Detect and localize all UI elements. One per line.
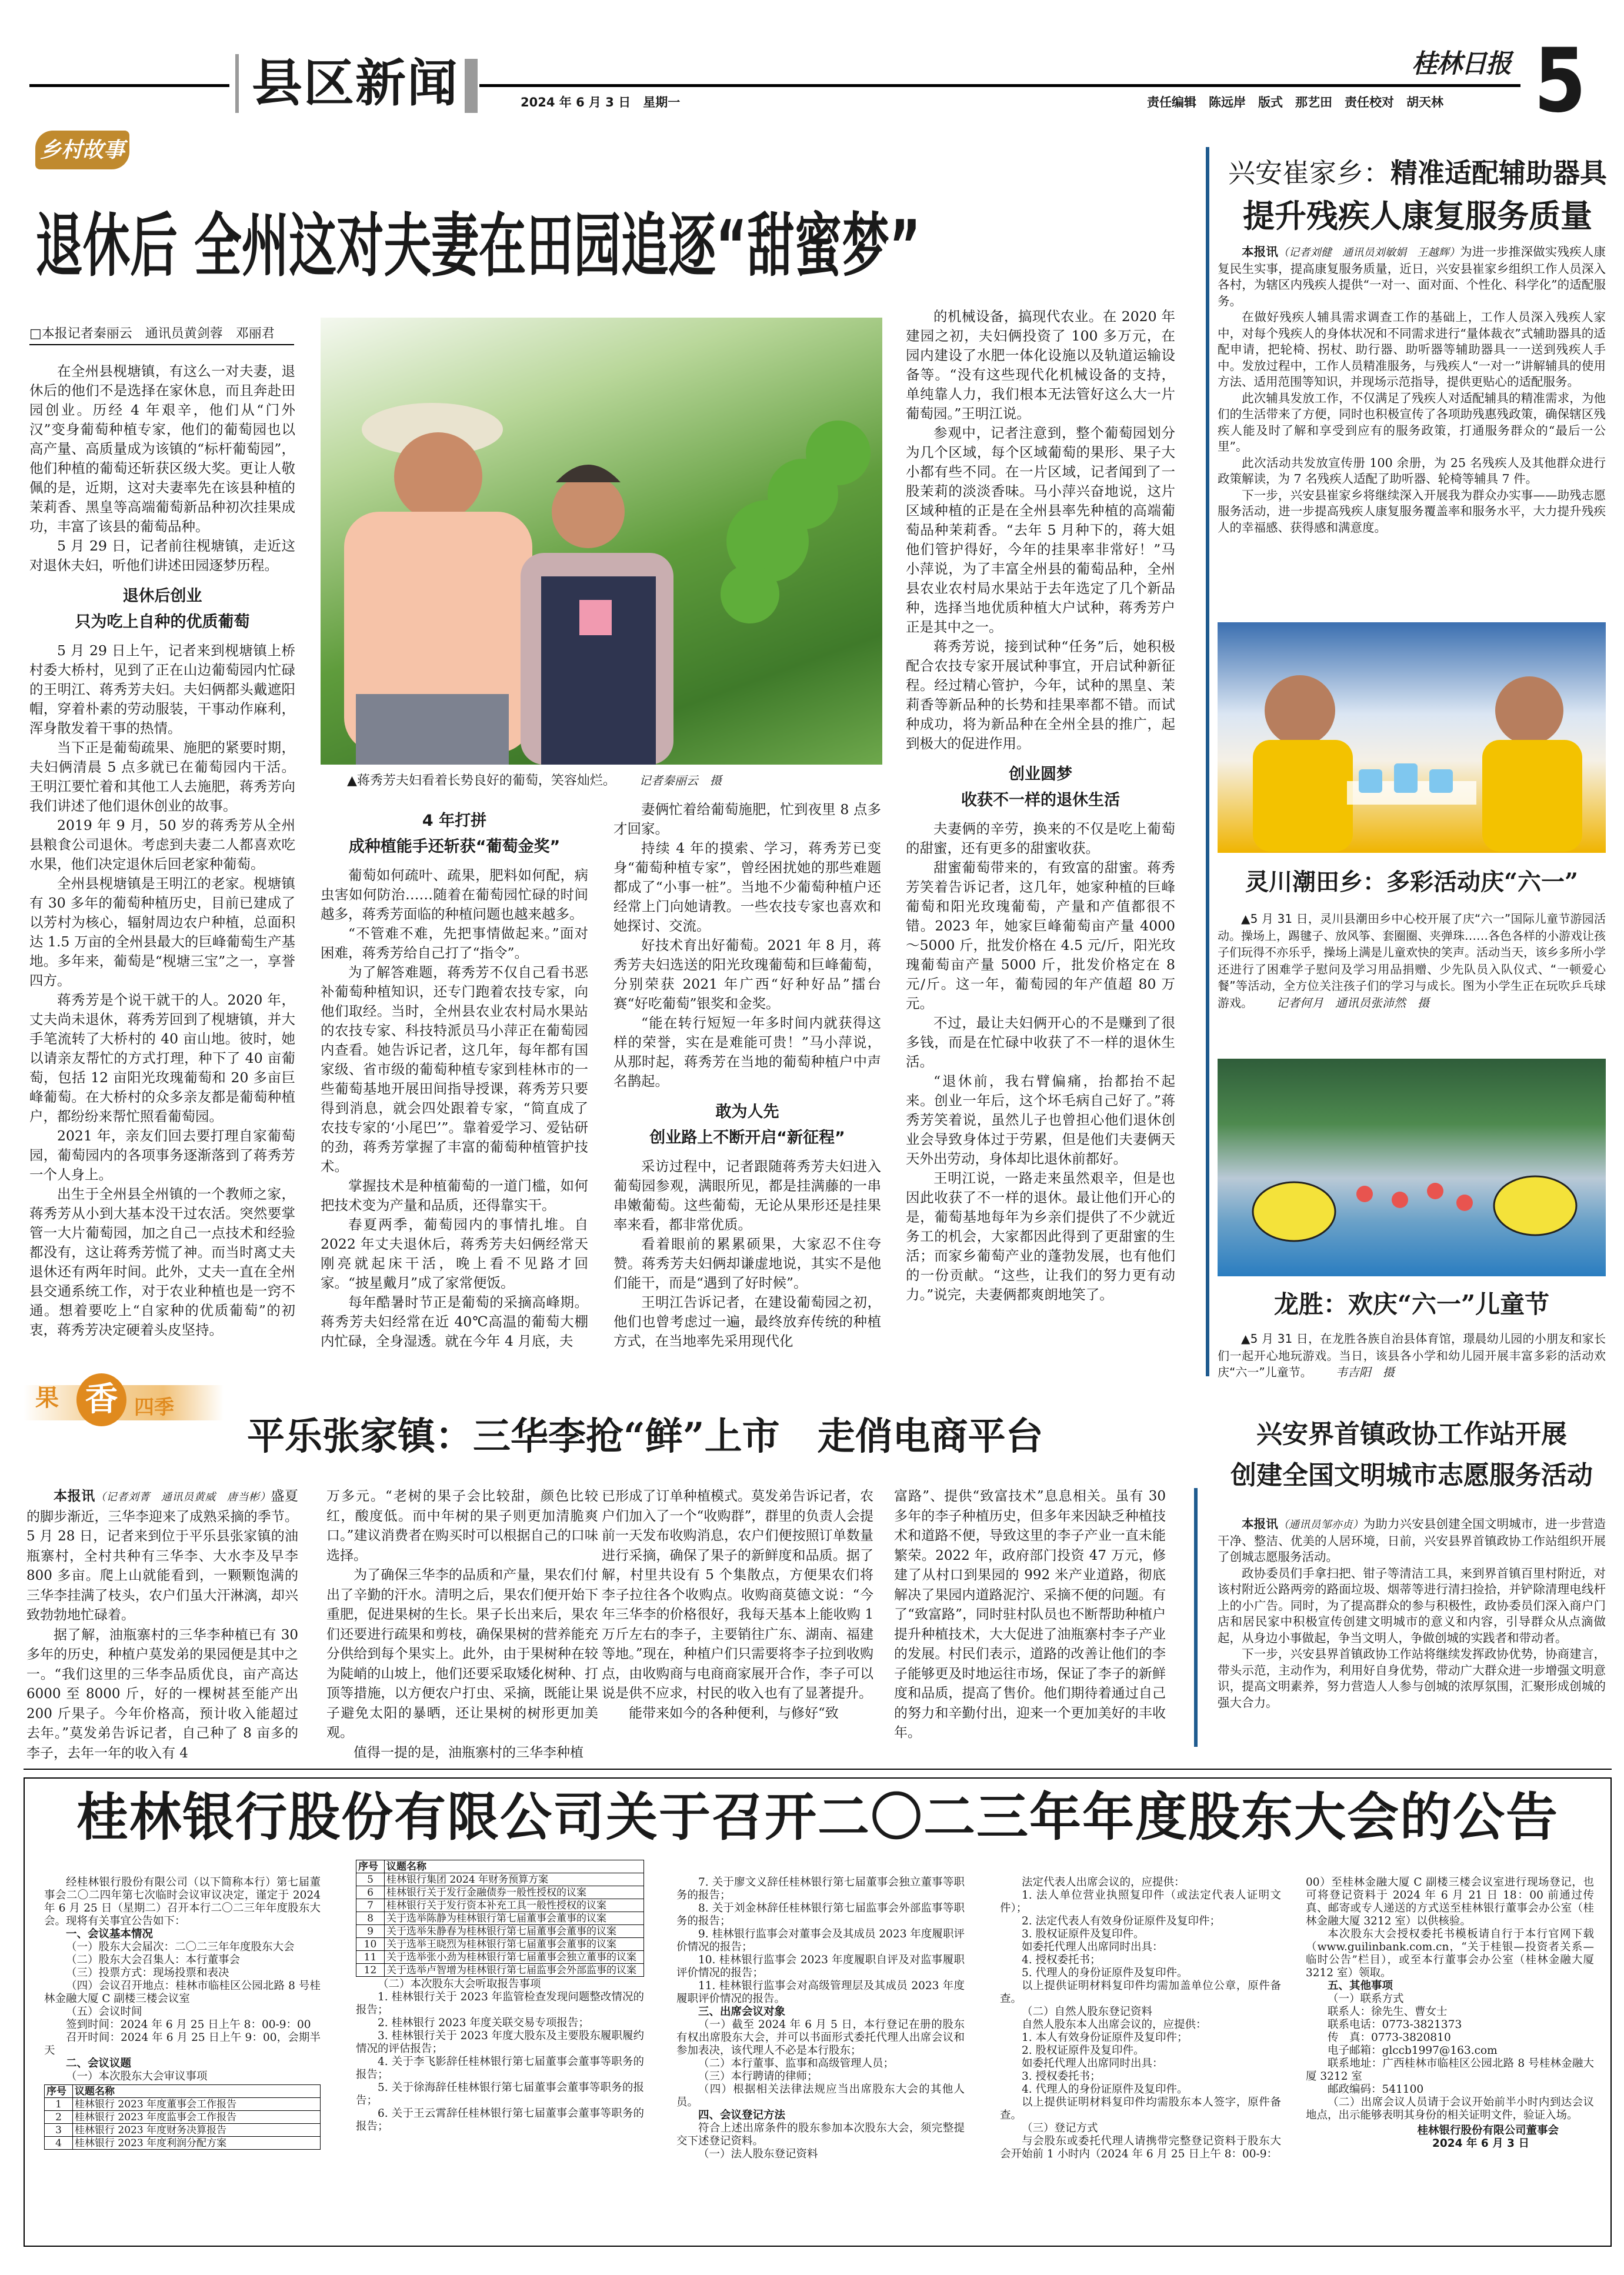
paragraph: 蒋秀芳是个说干就干的人。2020 年，丈夫尚未退休，蒋秀芳回到了枧塘镇，并大手笔流转了大桥村的 40 亩山地。彼时，她以请亲友帮忙的方式打理，种下了 40 亩葡萄，包括 12 亩阳光玫瑰葡萄和 20 多亩巨峰葡萄。在大桥村的众多亲友都是葡萄种植户，都纷纷来帮忙照看葡萄园。 <box>29 992 295 1125</box>
paragraph: 以上提供证明材料复印件均需加盖单位公章，原件备查。 <box>1000 1980 1281 2005</box>
paragraph: 蒋秀芳说，接到试种“任务”后，她积极配合农技专家开展试种事宜，开启试种新征程。经过精心管护，今年，试种的黑皇、茉莉香等新品种的长势和挂果率都不错。而试种成功，将为新品种在全州全县的推广，起到极大的促进作用。 <box>906 638 1175 752</box>
paragraph: 好技术育出好葡萄。2021 年 8 月，蒋秀芳夫妇选送的阳光玫瑰葡萄和巨峰葡萄，分别荣获 2021 年广西“好种好品”擂台赛“好吃葡萄”银奖和金奖。 <box>613 937 881 1012</box>
photo-illustration <box>321 318 882 765</box>
table-row <box>356 1873 644 1886</box>
paragraph: 2021 年，亲友们回去要打理自家葡萄园，葡萄园内的各项事务逐渐落到了蒋秀芳一个人身上。 <box>29 1128 295 1183</box>
paragraph: “能在转行短短一年多时间内就获得这样的荣誉，实在是难能可贵！”马小萍说，从那时起，蒋秀芳在当地的葡萄种植户中声名鹊起。 <box>613 1015 881 1089</box>
sign-date: 2024 年 6 月 3 日 <box>1432 2137 1529 2150</box>
photo-illustration <box>1218 1059 1606 1276</box>
paragraph: （二）自然人股东登记资料 <box>1022 2006 1153 2018</box>
paragraph: 1. 本人有效身份证原件及复印件； <box>1022 2032 1188 2044</box>
pingle-column-4 <box>894 1487 1166 1763</box>
agenda-number: 4 <box>45 2137 73 2150</box>
main-byline: □本报记者秦丽云 通讯员黄剑蓉 邓丽君 <box>29 323 294 345</box>
editors-credit: 责任编辑 陈远岸 版式 那艺田 责任校对 胡天林 <box>1147 95 1443 109</box>
paragraph: 如委托代理人出席同时出具： <box>1022 2057 1163 2070</box>
agenda-title: 桂林银行 2023 年度监事会工作报告 <box>73 2111 321 2124</box>
paragraph: 5 月 29 日上午，记者来到枧塘镇上桥村委大桥村，见到了正在山边葡萄园内忙碌的王明江、蒋秀芳夫妇。夫妇俩都头戴遮阳帽，穿着朴素的劳动服装，干事动作麻利，浑身散发着干事的热情。 <box>29 642 295 736</box>
pingle-column-2 <box>326 1487 598 1763</box>
section-subheading: 只为吃上自种的优质葡萄 <box>75 613 250 631</box>
notice-column-3 <box>676 1876 965 2241</box>
paragraph: 符合上述出席条件的股东参加本次股东大会，须完整提交下述登记资料。 <box>676 2122 965 2147</box>
paragraph: 此次辅具发放工作，不仅满足了残疾人对适配辅具的精准需求，为他们的生活带来了方便，同时也积极宣传了各项助残惠残政策，确保辖区残疾人能及时了解和享受到应有的服务政策，打通服务群众的“最后一公里”。 <box>1218 391 1606 453</box>
paragraph: 1. 桂林银行关于 2023 年监管检查发现问题整改情况的报告； <box>356 1991 644 2016</box>
section-subheading: 创业路上不断开启“新征程” <box>649 1129 845 1147</box>
paragraph: 1. 法人单位营业执照复印件（或法定代表人证明文件）； <box>1000 1889 1281 1914</box>
paragraph: 持续 4 年的摸索、学习，蒋秀芳已变身“葡萄种植专家”，曾经困扰她的那些难题都成了“小事一桩”。当地不少葡萄种植户还经常上门向她请教。一些农技专家也喜欢和她探讨、交流。 <box>613 840 881 934</box>
paragraph: 妻俩忙着给葡萄施肥，忙到夜里 8 点多才回家。 <box>613 801 881 837</box>
paragraph: （一）截至 2024 年 6 月 5 日，本行登记在册的股东有权出席股东大会，并可以书面形式委托代理人出席会议和参加表决，该代理人不必是本行股东； <box>676 2019 965 2057</box>
paragraph: 据了解，油瓶寨村的三华李种植已有 30 多年的历史，种植户莫发弟的果园便是其中之一。“我们这里的三华李品质优良，亩产高达 6000 至 8000 斤，好的一棵树甚至能产出 200 斤果子。今年价格高，预计收入能超过去年。”莫发弟告诉记者，自己种了 8 亩多的李子，去年一年的收入有 4 <box>26 1627 298 1761</box>
paragraph: 2. 法定代表人有效身份证原件及复印件； <box>1022 1915 1221 1927</box>
pingle-column-1 <box>26 1487 298 1763</box>
paragraph: （一）本次股东大会审议事项 <box>66 2070 208 2083</box>
agenda-number: 8 <box>356 1912 385 1925</box>
agenda-number: 7 <box>356 1899 385 1912</box>
section-subheading: 退休后创业 <box>122 587 202 605</box>
section-heading: 四、会议登记方法 <box>698 2109 786 2121</box>
paragraph: 葡萄如何疏叶、疏果，肥料如何配，病虫害如何防治……随着在葡萄园忙碌的时间越多，蒋秀芳面临的种植问题也越来越多。 <box>321 867 588 922</box>
agenda-number: 12 <box>356 1964 385 1977</box>
paragraph: 全州县枧塘镇是王明江的老家。枧塘镇有 30 多年的葡萄种植历史，目前已建成了以芳村为核心，辐射周边农户种植，总面积达 1.5 万亩的全州县最大的巨峰葡萄生产基地。多年来，葡萄是“枧塘三宝”之一，享誉四方。 <box>29 875 295 989</box>
agenda-number: 6 <box>356 1886 385 1899</box>
paragraph: （三）本行聘请的律师； <box>698 2070 818 2083</box>
paragraph: 3. 股权证原件及复印件。 <box>1022 1928 1145 1940</box>
main-column-1 <box>29 362 295 1367</box>
paragraph: 4. 授权委托书； <box>1022 1954 1101 1966</box>
table-header: 议题名称 <box>385 1860 644 1873</box>
bank-notice-title: 桂林银行股份有限公司关于召开二〇二三年年度股东大会的公告 <box>76 1786 1559 1847</box>
section-heading: 二、会议议题 <box>66 2057 132 2070</box>
paragraph: （二）股东大会召集人：本行董事会 <box>66 1954 241 1966</box>
paragraph: 法定代表人出席会议的，应提供： <box>1022 1876 1185 1889</box>
reporter-credit: （记者刘健 通讯员刘敏娟 王越辉） <box>1278 246 1460 259</box>
paragraph: 参观中，记者注意到，整个葡萄园划分为几个区域，每个区域葡萄的果形、果子大小都有些不同。在一片区域，记者闻到了一股茉莉的淡淡香味。马小萍兴奋地说，这片区域种植的正是在全州县率先种植的高端葡萄品种茉莉香。“去年 5 月种下的，蒋大姐他们管护得好，今年的挂果率非常好！”马小萍说，为了丰富全州县的葡萄品种，全州县农业农村局水果站于去年选定了几个新品种，选择当地优质种植大户试种，蒋秀芳户正是其中之一。 <box>906 425 1175 635</box>
table-row <box>45 2111 321 2124</box>
first-paragraph: 为助力兴安县创建全国文明城市，进一步营造干净、整洁、优美的人居环境，日前，兴安县界首镇政协工作站组织开展了创城志愿服务活动。 <box>1218 1517 1606 1564</box>
photo-illustration <box>1218 622 1606 853</box>
paragraph: 11. 桂林银行监事会对高级管理层及其成员 2023 年度履职评价情况的报告。 <box>676 1980 965 2005</box>
paragraph: 签到时间：2024 年 6 月 25 日上午 8：00-9：00 <box>66 2019 311 2031</box>
xingan-cuijia-article <box>1218 244 1606 536</box>
paragraph: 值得一提的是，油瓶寨村的三华李种植 <box>354 1744 583 1760</box>
paragraph: 看着眼前的累累硕果，大家忍不住夸赞。蒋秀芳夫妇俩却谦虚地说，其实不是他们能干，而是“遇到了好时候”。 <box>613 1236 881 1291</box>
column-divider <box>1194 1488 1198 1747</box>
column-divider <box>1206 147 1209 1376</box>
section-heading: 三、出席会议对象 <box>698 2006 786 2018</box>
main-column-4 <box>906 307 1175 1366</box>
paragraph: 6. 关于王云霄辞任桂林银行第七届董事会董事等职务的报告； <box>356 2107 644 2133</box>
pingle-headline: 平乐张家镇：三华李抢“鲜”上市 走俏电商平台 <box>247 1415 1043 1459</box>
photo-credit: 韦吉阳 摄 <box>1335 1365 1395 1379</box>
paragraph: （五）会议时间 <box>66 2006 142 2018</box>
kids-gym-photo <box>1218 1059 1606 1276</box>
paragraph: 4. 代理人的身份证原件及复印件。 <box>1022 2083 1188 2096</box>
reporter-credit: （记者刘菁 通讯员黄威 唐当彬） <box>95 1491 271 1503</box>
paragraph: 5. 关于徐海辞任桂林银行第七届董事会董事等职务的报告； <box>356 2081 644 2107</box>
paragraph: 10. 桂林银行监事会 2023 年度履职自评及对监事履职评价情况的报告； <box>676 1954 965 1979</box>
paragraph: 为了解答难题，蒋秀芳不仅自己看书恶补葡萄种植知识，还专门跑着农技专家，向他们取经。当时，全州县农业农村局水果站的农技专家、科技特派员马小萍正在葡萄园内查看。她告诉记者，这几年，每年都有国家级、省市级的葡萄种植专家到桂林市的一些葡萄基地开展田间指导授课，蒋秀芳只要得到消息，就会四处跟着专家，“简直成了农技专家的‘小尾巴’”。靠着爱学习、爱钻研的劲，蒋秀芳掌握了丰富的葡萄种植管护技术。 <box>321 964 588 1175</box>
paragraph: （一）联系方式 <box>1328 1993 1404 2005</box>
paragraph: （一）法人股东登记资料 <box>698 2148 818 2160</box>
paragraph: （二）本次股东大会听取报告事项 <box>378 1978 541 1990</box>
agenda-title: 桂林银行关于发行资本补充工具一般性授权的议案 <box>385 1899 644 1912</box>
paragraph: 王明江告诉记者，在建设葡萄园之初，他们也曾考虑过一遍，最终放弃传统的种植方式，在当地率先采用现代化 <box>613 1294 881 1349</box>
agenda-number: 11 <box>356 1951 385 1964</box>
paragraph: 与会股东或委托代理人请携带完整登记资料于股东大会开始前 1 小时内（2024 年 6 月 25 日上午 8：00-9： <box>1000 2135 1281 2160</box>
paragraph: 夫妻俩的辛劳，换来的不仅是吃上葡萄的甜蜜，还有更多的甜蜜收获。 <box>906 820 1175 856</box>
paragraph: 甜蜜葡萄带来的，有致富的甜蜜。蒋秀芳笑着告诉记者，这几年，她家种植的巨峰葡萄和阳光玫瑰葡萄，产量和产值都很不错。2023 年，她家巨峰葡萄亩产量 4000～5000 斤，批发价格在 4.5 元/斤，阳光玫瑰葡萄亩产量 5000 斤，批发价格定在 8 元/斤。这一年，葡萄园的年产值超 80 万元。 <box>906 859 1175 1012</box>
paragraph: 政协委员们手拿扫把、钳子等清洁工具，来到界首镇百里村附近，对该村附近公路两旁的路面垃圾、烟蒂等进行清扫捡拾，并铲除清理电线杆上的小广告。同时，为了提高群众的参与积极性，政协委员们深入商户门店和居民家中积极宣传创建文明城市的意义和内容，引导群众从点滴做起，从身边小事做起，争当文明人，争做创城的实践者和带动者。 <box>1218 1566 1606 1645</box>
paragraph: 4. 关于李飞影辞任桂林银行第七届董事会董事等职务的报告； <box>356 2056 644 2081</box>
longsheng-caption <box>1218 1330 1606 1381</box>
paragraph: （四）会议召开地点：桂林市临桂区公园北路 8 号桂林金融大厦 C 副楼三楼会议室 <box>44 1980 321 2005</box>
page-number: 5 <box>1533 30 1586 132</box>
paragraph: 经桂林银行股份有限公司（以下简称本行）第七届董事会二〇二四年第七次临时会议审议决定，谨定于 2024 年 6 月 25 日（星期二）召开本行二〇二三年年度股东大会。现将有关事宜公告如下： <box>44 1876 321 1927</box>
paragraph: 已形成了订单种植模式。莫发弟告诉记者，农户们加入了一个“收购群”，群里的负责人会提前一天发布收购消息，农户们便按照订单数量进行采摘，确保了果子的新鲜度和品质。据了解，村里共设有 5 个集散点，方便果农们将李子拉往各个收购点。收购商莫德文说：“今年三华李的价格很好，我每天基本上能收购 1 万斤左右的李子，主要销往广东、湖南、福建等地。”现在，种植户们只需要将李子拉到收购点，由收购商与电商商家展开合作，李子可以说是供不应求，村民的收入也有了显著提升。 <box>602 1489 873 1701</box>
paragraph: 当下正是葡萄疏果、施肥的紧要时期，夫妇俩清晨 5 点多就已在葡萄园内干活。王明江要忙着和其他工人去施肥，蒋秀芳向我们讲述了他们退休创业的故事。 <box>29 739 295 814</box>
section-subheading: 收获不一样的退休生活 <box>961 791 1120 809</box>
agenda-number: 9 <box>356 1925 385 1938</box>
caption-text: ▲5 月 31 日，在龙胜各族自治县体育馆，璟晨幼儿园的小朋友和家长们一起开心地玩游戏。当日，该县各小学和幼儿园开展丰富多彩的活动欢庆“六一”儿童节。 <box>1218 1332 1606 1379</box>
agenda-number: 10 <box>356 1938 385 1951</box>
notice-column-4 <box>1000 1876 1281 2241</box>
paragraph: 不过，最让夫妇俩开心的不是赚到了很多钱，而是在忙碌中收获了不一样的退休生活。 <box>906 1015 1175 1070</box>
tag-char-1: 果 <box>35 1385 59 1412</box>
table-row <box>45 2098 321 2111</box>
paragraph: 能带来如今的各种便利，与修好“致 <box>629 1705 839 1721</box>
table-row <box>356 1886 644 1899</box>
paragraph: 00）至桂林金融大厦 C 副楼三楼会议室进行现场登记，也可将登记资料于 2024 年 6 月 21 日 18：00 前通过传真、邮寄或专人递送的方式送至桂林银行董事会办公室（桂林金融大厦 3212 室）以供核验。 <box>1306 1876 1594 1927</box>
paragraph: 5. 代理人的身份证原件及复印件。 <box>1022 1967 1188 1979</box>
table-header: 序号 <box>356 1860 385 1873</box>
notice-column-5 <box>1306 1876 1594 2241</box>
headline-main: 精准适配辅助器具 <box>1390 157 1607 189</box>
notice-column-1 <box>44 1876 321 2241</box>
main-column-3 <box>613 800 881 1367</box>
paragraph: 春夏两季，葡萄园内的事情扎堆。自 2022 年丈夫退休后，蒋秀芳夫妇俩经常天刚亮就起床干活，晚上看不见路才回家。“披星戴月”成了家常便饭。 <box>321 1216 588 1291</box>
agenda-title: 关于选举张小劲为桂林银行第七届董事会独立董事的议案 <box>385 1951 644 1964</box>
tag-char-2: 香 <box>76 1373 126 1426</box>
paragraph: 邮政编码：541100 <box>1328 2083 1424 2096</box>
agenda-title: 关于选举王晓烈为桂林银行第七届董事会董事的议案 <box>385 1938 644 1951</box>
agenda-number: 1 <box>45 2098 73 2111</box>
paragraph: 8. 关于刘金林辞任桂林银行第七届监事会外部监事等职务的报告； <box>676 1902 965 1927</box>
notice-column-2 <box>356 1859 644 2241</box>
agenda-title: 桂林银行关于发行金融债券一般性授权的议案 <box>385 1886 644 1899</box>
lead-label: 本报讯 <box>54 1489 95 1504</box>
paragraph: 以上提供证明材料复印件均需股东本人签字，原件备查。 <box>1000 2096 1281 2121</box>
lead-label: 本报讯 <box>1242 245 1279 259</box>
paragraph: 每年酷暑时节正是葡萄的采摘高峰期。蒋秀芳夫妇经常在近 40℃高温的葡萄大棚内忙碌，全身湿透。就在今年 4 月底，夫 <box>321 1294 588 1349</box>
agenda-table <box>356 1860 644 1977</box>
table-row <box>356 1964 644 1977</box>
table-row <box>356 1925 644 1938</box>
section-subheading: 成种植能手还斩获“葡萄金奖” <box>348 838 561 856</box>
issue-date: 2024 年 6 月 3 日 星期一 <box>521 95 681 109</box>
paragraph: 2. 股权证原件及复印件。 <box>1022 2044 1145 2057</box>
reporter-credit: （通讯员邹亦贞） <box>1278 1519 1363 1531</box>
paragraph: 王明江说，一路走来虽然艰辛，但是也因此收获了不一样的退休。最让他们开心的是，葡萄基地每年为乡亲们提供了不少就近务工的机会，大家都因此得到了更甜蜜的生活；而家乡葡萄产业的蓬勃发展，也有他们的一份贡献。“这些，让我们的努力更有动力。”说完，夫妻俩都爽朗地笑了。 <box>906 1170 1175 1303</box>
paragraph: （一）股东大会届次：二〇二三年年度股东大会 <box>66 1941 295 1953</box>
paragraph: 联系电话：0773-3821373 <box>1328 2019 1462 2031</box>
agenda-number: 3 <box>45 2124 73 2137</box>
paragraph: 召开时间：2024 年 6 月 25 日上午 9：00，会期半天 <box>44 2032 321 2057</box>
paragraph: 3. 授权委托书； <box>1022 2070 1101 2083</box>
paragraph: 在全州县枧塘镇，有这么一对夫妻，退休后的他们不是选择在家休息，而且奔赴田园创业。历经 4 年艰辛，他们从“门外汉”变身葡萄种植专家，他们的葡萄园也以高产量、高质量成为该镇的“标杆葡萄园”，他们种植的葡萄还斩获区级大奖。更让人敬佩的是，近期，这对夫妻率先在该县种植的茉莉香、黑皇等高端葡萄新品种初次挂果成功，丰富了该县的葡萄品种。 <box>29 363 295 535</box>
tag-char-3: 四季 <box>134 1396 174 1419</box>
paper-logo: 桂林日报 <box>1412 49 1510 79</box>
jieshou-headline: 兴安界首镇政协工作站开展 <box>1256 1419 1567 1449</box>
paragraph: 的机械设备，搞现代农业。在 2020 年建园之初，夫妇俩投资了 100 多万元，在园内建设了水肥一体化设施以及轨道运输设备等。“没有这些现代化机械设备的支持，单纯靠人力，我们根本无法管好这么大一片葡萄园。”王明江说。 <box>906 308 1175 422</box>
paragraph: 下一步，兴安县崔家乡将继续深入开展我为群众办实事——助残志愿服务活动，进一步提高残疾人康复服务覆盖率和服务水平，大力提升残疾人的幸福感、获得感和满意度。 <box>1218 488 1606 535</box>
paragraph: 5 月 29 日，记者前往枧塘镇，走近这对退休夫妇，听他们讲述田园逐梦历程。 <box>29 538 295 573</box>
paragraph: 掌握技术是种植葡萄的一道门槛，如何把技术变为产量和品质，还得靠实干。 <box>321 1177 588 1213</box>
table-row <box>356 1938 644 1951</box>
paragraph: 7. 关于廖文义辞任桂林银行第七届董事会独立董事等职务的报告； <box>676 1876 965 1902</box>
section-subheading: 敢为人先 <box>715 1103 779 1121</box>
grape-couple-photo <box>321 318 882 765</box>
section-subheading: 4 年打拼 <box>422 812 487 830</box>
table-row <box>356 1951 644 1964</box>
section-subheading: 创业圆梦 <box>1009 765 1072 783</box>
agenda-title: 关于选举陈静为桂林银行第七届董事会董事的议案 <box>385 1912 644 1925</box>
agenda-table <box>44 2084 321 2150</box>
agenda-title: 桂林银行 2023 年度利润分配方案 <box>73 2137 321 2150</box>
agenda-title: 桂林银行 2023 年度财务决算报告 <box>73 2124 321 2137</box>
paragraph: 出生于全州县全州镇的一个教师之家，蒋秀芳从小到大基本没干过农活。突然要掌管一大片葡萄园，加之自己一点技术和经验都没有，这让蒋秀芳慌了神。而当时离丈夫退休还有两年时间。此外，丈夫一直在全州县交通系统工作，对于农业种植也是一窍不通。想着要吃上“自家种的优质葡萄”的初衷，蒋秀芳决定硬着头皮坚持。 <box>29 1186 295 1338</box>
pingpong-game-photo <box>1218 622 1606 853</box>
paragraph: 9. 桂林银行监事会对董事会及其成员 2023 年度履职评价情况的报告； <box>676 1928 965 1953</box>
paragraph: （二）本行董事、监事和高级管理人员； <box>698 2057 895 2070</box>
xingan-cuijia-headline <box>1218 154 1618 192</box>
paragraph: 万多元。“老树的果子会比较甜，颜色比较红，酸度低。而中年树的果子则更加清脆爽口。”建议消费者在购买时可以根据自己的口味选择。 <box>326 1489 598 1563</box>
paragraph: 电子邮箱：glccb1997@163.com <box>1328 2044 1498 2057</box>
paragraph: “不管难不难，先把事情做起来。”面对困难，蒋秀芳给自己打了“指令”。 <box>321 925 588 961</box>
section-heading: 一、会议基本情况 <box>66 1928 154 1940</box>
paragraph: 联系地址：广西桂林市临桂区公园北路 8 号桂林金融大厦 3212 室 <box>1306 2057 1594 2083</box>
agenda-title: 关于选举卢智增为桂林银行第七届监事会外部监事的议案 <box>385 1964 644 1977</box>
pingle-column-3 <box>602 1487 873 1763</box>
caption-text: ▲蒋秀芳夫妇看着长势良好的葡萄，笑容灿烂。 <box>347 773 616 788</box>
first-paragraph: 盛夏的脚步渐近，三华李迎来了成熟采摘的季节。5 月 28 日，记者来到位于平乐县张家镇的油瓶寨村，全村共种有三华李、大水李及早李 800 多亩。爬上山就能看到，一颗颗饱满的三华李挂满了枝头，农户们虽大汗淋漓，却兴致勃勃地忙碌着。 <box>26 1489 298 1623</box>
paragraph: 在做好残疾人辅具需求调查工作的基础上，工作人员深入残疾人家中，对每个残疾人的身体状况和不同需求进行“量体裁衣”式辅助器具的适配申请，把轮椅、拐杖、助行器、助听器等辅助器具一一送到残疾人手中。发放过程中，工作人员精准服务，与残疾人“一对一”讲解辅具的使用方法、适用范围等知识，并现场示范指导，提供更贴心的适配服务。 <box>1218 310 1606 389</box>
paragraph: 富路”、提供“致富技术”息息相关。虽有 30 多年的李子种植历史，但多年来因缺乏种植技术和道路不便，导致这里的李子产业一直未能繁荣。2022 年，政府部门投资 47 万元，修建了从村口到果园的 992 米产业道路，彻底解决了果园内道路泥泞、采摘不便的问题。有了“致富路”，同时驻村队员也不断帮助种植户提升种植技术，大大促进了油瓶寨村李子产业的发展。村民们表示，道路的改善让他们的李子能够更及时地运往市场，保证了李子的新鲜度和品质，提高了售价。他们期待着通过自己的努力和辛勤付出，迎来一个更加美好的丰收年。 <box>894 1489 1166 1740</box>
column-tag: 乡村故事 <box>35 131 129 169</box>
table-header: 序号 <box>45 2085 73 2098</box>
agenda-number: 5 <box>356 1873 385 1886</box>
section-title: 县区新闻 <box>235 54 459 113</box>
paragraph: 2019 年 9 月，50 岁的蒋秀芳从全州县粮食公司退休。考虑到夫妻二人都喜欢吃水果，他们决定退休后回老家种葡萄。 <box>29 817 295 872</box>
masthead-rule-left <box>29 84 229 87</box>
agenda-title: 关于选举朱静春为桂林银行第七届董事会董事的议案 <box>385 1925 644 1938</box>
table-row <box>356 1899 644 1912</box>
paragraph: （三）登记方式 <box>1022 2122 1098 2134</box>
main-headline: 退休后 全州这对夫妻在田园追逐“甜蜜梦” <box>35 206 921 286</box>
paragraph: 下一步，兴安县界首镇政协工作站将继续发挥政协优势，协商建言，带头示范，主动作为，利用好自身优势，带动广大群众进一步增强文明意识，提高文明素养，努力营造人人参与创城的浓厚氛围，汇聚形成创城的强大合力。 <box>1218 1647 1606 1710</box>
lingchuan-caption <box>1218 910 1606 1011</box>
photo-credit: 记者何月 通讯员张沛然 摄 <box>1276 995 1429 1010</box>
paragraph: 自然人股东本人出席会议的，应提供： <box>1022 2019 1207 2031</box>
section-bar <box>465 59 478 113</box>
first-paragraph: 为进一步推深做实残疾人康复民生实事，提高康复服务质量，近日，兴安县崔家乡组织工作人员深入各村，为辖区内残疾人提供“一对一、面对面、个性化、科学化”的适配服务。 <box>1218 245 1606 308</box>
main-photo-caption <box>347 770 853 789</box>
jieshou-subheadline: 创建全国文明城市志愿服务活动 <box>1230 1460 1593 1490</box>
paragraph: 采访过程中，记者跟随蒋秀芳夫妇进入葡萄园参观，满眼所见，都是挂满藤的一串串嫩葡萄。这些葡萄，无论从果形还是挂果率来看，都非常优质。 <box>613 1158 881 1233</box>
paragraph: （三）投票方式：现场投票和表决 <box>66 1967 229 1979</box>
paragraph: （二）出席会议人员请于会议开始前半小时内到达会议地点，出示能够表明其身份的相关证明文件，验证入场。 <box>1306 2096 1594 2121</box>
paragraph: 此次活动共发放宣传册 100 余册，为 25 名残疾人及其他群众进行政策解读，为 7 名残疾人适配了助听器、轮椅等辅具 7 件。 <box>1218 455 1606 486</box>
table-row <box>45 2137 321 2150</box>
lead-label: 本报讯 <box>1242 1517 1278 1531</box>
paragraph: 2. 桂林银行 2023 年度关联交易专项报告； <box>378 2017 589 2029</box>
caption-text: ▲5 月 31 日，灵川县潮田乡中心校开展了庆“六一”国际儿童节游园活动。操场上，踢毽子、放风筝、套圈圈、夹弹珠……各色各样的小游戏让孩子们玩得不亦乐乎，操场上满是儿童欢快的笑声。活动当天，该乡多所小学还进行了困难学子慰问及学习用品捐赠、少先队员入队仪式、“一顿爱心餐”等活动，全方位关注孩子们的学习与成长。图为小学生正在玩吹乒乓球游戏。 <box>1218 912 1606 1010</box>
lingchuan-headline: 灵川潮田乡：多彩活动庆“六一” <box>1245 868 1578 896</box>
paragraph: 本次股东大会授权委托书模板请自行于本行官网下载（www.guilinbank.com.cn，“关于桂银—投资者关系—临时公告”栏目），或至本行董事会办公室（桂林金融大厦 3212 室）领取。 <box>1306 1928 1594 1979</box>
longsheng-headline: 龙胜：欢庆“六一”儿童节 <box>1273 1290 1550 1319</box>
main-column-2 <box>321 800 588 1367</box>
paragraph: 3. 桂林银行关于 2023 年度大股东及主要股东履职履约情况的评估报告； <box>356 2030 644 2055</box>
agenda-number: 2 <box>45 2111 73 2124</box>
agenda-title: 桂林银行集团 2024 年财务预算方案 <box>385 1873 644 1886</box>
paragraph: 传 真：0773-3820810 <box>1328 2032 1451 2044</box>
section-divider <box>24 1769 1612 1770</box>
headline-prefix: 兴安崔家乡： <box>1228 157 1390 189</box>
section-heading: 五、其他事项 <box>1328 1980 1393 1992</box>
paragraph: 为了确保三华李的品质和产量，果农们付出了辛勤的汗水。清明之后，果农们便开始下重肥，促进果树的生长。果子长出来后，果农们还要进行疏果和剪枝，确保果树的营养能充分供给到每个果实上。此外，由于果树种在较为陡峭的山坡上，他们还要采取矮化树种、打顶等措施，以方便农户打虫、采摘，既能让果子避免太阳的暴晒，还让果树的树形更加美观。 <box>326 1567 598 1740</box>
xingan-cuijia-subheadline: 提升残疾人康复服务质量 <box>1243 197 1592 235</box>
paragraph: 如委托代理人出席同时出具： <box>1022 1941 1163 1953</box>
paragraph: “退休前，我右臂偏痛，抬都抬不起来。创业一年后，这个坏毛病自己好了。”蒋秀芳笑着说，虽然儿子也曾担心他们退休创业会导致身体过于劳累，但是他们夫妻俩天天外出劳动，身体却比退休前都好。 <box>906 1073 1175 1167</box>
paragraph: 联系人：徐先生、曹女士 <box>1328 2006 1448 2018</box>
jieshou-article <box>1218 1516 1606 1711</box>
table-row <box>356 1912 644 1925</box>
paragraph: （四）根据相关法律法规应当出席股东大会的其他人员。 <box>676 2083 965 2109</box>
photo-credit: 记者秦丽云 摄 <box>639 773 722 788</box>
table-row <box>45 2124 321 2137</box>
signer: 桂林银行股份有限公司董事会 <box>1417 2124 1559 2137</box>
masthead-rule <box>479 84 1520 87</box>
agenda-title: 桂林银行 2023 年度董事会工作报告 <box>73 2098 321 2111</box>
table-header: 议题名称 <box>73 2085 321 2098</box>
